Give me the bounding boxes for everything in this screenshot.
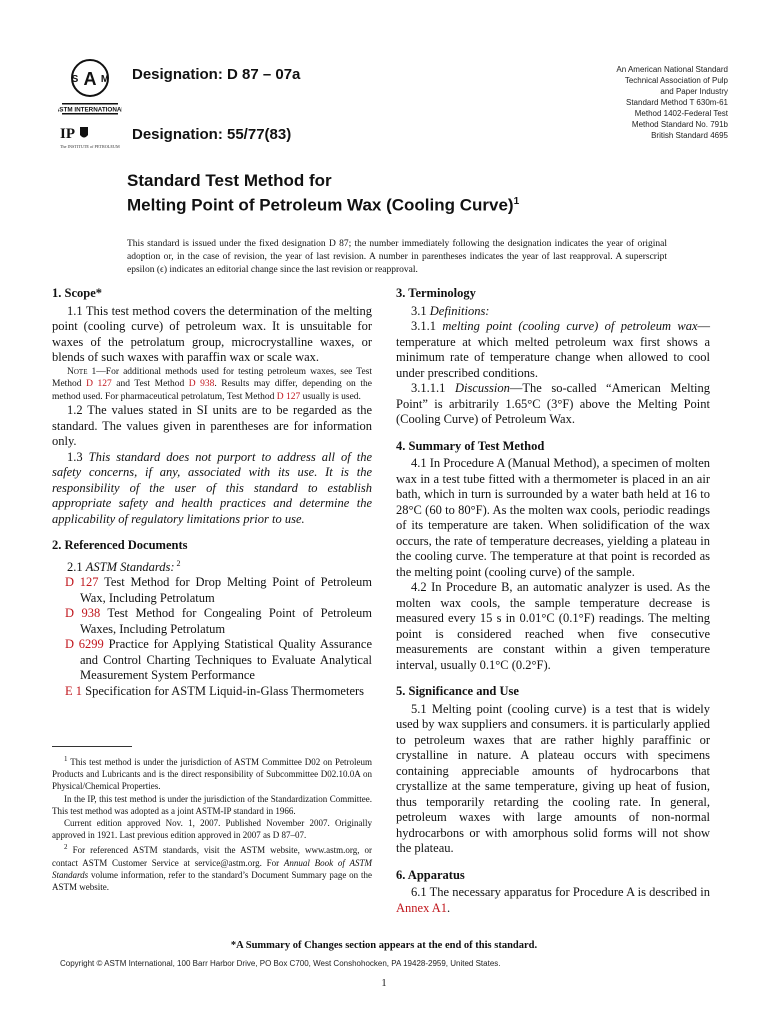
- title-footnote-mark: 1: [513, 196, 520, 207]
- section-heading-apparatus: 6. Apparatus: [396, 867, 465, 882]
- paragraph-1-2: 1.2 The values stated in SI units are to be regarded as the standard. The values given in parentheses are for information only.: [52, 403, 372, 448]
- document-title: [127, 170, 687, 216]
- publisher-line: Technical Association of Pulp: [624, 76, 728, 85]
- paragraph-6-1: 6.1 The necessary apparatus for Procedure A is described in Annex A1.: [396, 885, 710, 915]
- footnote-divider: [52, 746, 132, 747]
- note-1: Note 1—For additional methods used for testing petroleum waxes, see Test Method D 127 and Test Method D 938. Results may differ, depending on the method used. For pharmaceutical petrolatum, Test Method D 127 usually is used.: [52, 366, 372, 402]
- link-d6299[interactable]: D 6299: [65, 637, 104, 652]
- astm-logo: [58, 56, 122, 118]
- page-number: 1: [381, 978, 387, 989]
- right-column: [396, 286, 710, 916]
- title-line-2: Melting Point of Petroleum Wax (Cooling Curve): [127, 195, 514, 215]
- section-heading-significance: 5. Significance and Use: [396, 684, 519, 698]
- paragraph-3-1-1-1: 3.1.1.1 Discussion—The so-called “American Melting Point” is arbitrarily 1.65°C (3°F) above the Melting Point (Cooling Curve) of Petroleum Wax.: [396, 381, 710, 426]
- publisher-line: and Paper Industry: [660, 87, 728, 96]
- reference-item: D 6299 Practice for Applying Statistical Quality Assurance and Control Charting Techniques to Evaluate Analytical Measurement System Performance: [65, 637, 372, 683]
- footnote-2: $^2$ For referenced ASTM standards, visit the ASTM website, www.astm.org, or contact ASTM Customer Service at service@astm.org. For Annual Book of ASTM Standards volume information, refer to the standard’s Document Summary page on the ASTM website.: [52, 843, 373, 893]
- publisher-line: Method 1402-Federal Test: [634, 109, 728, 118]
- paragraph-4-2: 4.2 In Procedure B, an automatic analyzer is used. As the molten wax cools, the sample temperature decrease is measured every 15 s in 0.01°C (0.1°F) readings. The melting point is considered reached when five consecutive measurements are constant within a given temperature interval, usually 0.1°C (0.2°F).: [396, 580, 710, 672]
- ip-logo-text: IP: [60, 126, 75, 142]
- link-d938[interactable]: D 938: [188, 379, 215, 389]
- link-d127[interactable]: D 127: [65, 575, 99, 590]
- section-heading-scope: 1. Scope*: [52, 286, 102, 300]
- reference-item: E 1 Specification for ASTM Liquid-in-Glass Thermometers: [65, 683, 365, 698]
- reference-item: D 127 Test Method for Drop Melting Point of Petroleum Wax, Including Petrolatum: [65, 575, 373, 605]
- issuance-note: This standard is issued under the fixed designation D 87; the number immediately following the designation indicates the year of original adoption or, in the case of revision, the year of last revision. A number in parentheses indicates the year of last reapproval. A superscript epsilon (ϵ) indicates an editorial change since the last revision or reapproval.: [127, 239, 667, 275]
- left-column: [52, 286, 372, 699]
- paragraph-5-1: 5.1 Melting point (cooling curve) is a test that is widely used by wax suppliers and consumers. it is particularly applied to petroleum waxes that are rather highly paraffinic or crystalline in nature. A plateau occurs with specimens containing appreciable amounts of hydrocarbons that crystallize at the same temperature, giving up heat of fusion, thus temporarily retarding the cooling rate. In general, petroleum waxes with large amounts of non-normal hydrocarbons or with amorphous solid forms will not show the plateau.: [396, 701, 710, 855]
- link-d127[interactable]: D 127: [276, 391, 301, 402]
- svg-text:S: S: [71, 74, 79, 85]
- section-heading-referenced-documents: 2. Referenced Documents: [52, 538, 188, 552]
- footnote-1: $^1$ This test method is under the jurisdiction of ASTM Committee D02 on Petroleum Products and Lubricants and is the direct responsibility of Subcommittee D02.10.0A on Physical/Chemical Properties.: [52, 755, 372, 792]
- footnote-1-ip: In the IP, this test method is under the jurisdiction of the Standardization Committee. This test method was adopted as a joint ASTM-IP standard in 1966.: [52, 793, 372, 816]
- footnotes: [52, 753, 372, 893]
- ip-logo: [58, 124, 122, 160]
- publisher-info: [498, 64, 728, 141]
- designation-ip: Designation: 55/77(83): [132, 126, 292, 143]
- link-annex-a1[interactable]: Annex A1: [396, 900, 448, 915]
- link-e1[interactable]: E 1: [65, 683, 83, 698]
- paragraph-1-3: 1.3 This standard does not purport to address all of the safety concerns, if any, associated with its use. It is the responsibility of the user of this standard to establish appropriate safety and health practices and determine the applicability of regulatory limitations prior to use.: [52, 449, 372, 526]
- paragraph-4-1: 4.1 In Procedure A (Manual Method), a specimen of molten wax in a test tube fitted with a thermometer is placed in an air bath, which in turn is surrounded by a water bath held at 16 to 28°C (60 to 80°F). As the molten wax cools, periodic readings of its temperature are taken. When solidification of the wax occurs, the rate of temperature decreases, yielding a plateau in the cooling curve. The temperature at that point is recorded as the melting point (cooling curve) of the sample.: [396, 456, 710, 579]
- note-label: Note: [67, 366, 88, 377]
- section-heading-terminology: 3. Terminology: [396, 286, 476, 300]
- summary-of-changes-note: *A Summary of Changes section appears at the end of this standard.: [230, 940, 538, 951]
- paragraph-1-1: 1.1 This test method covers the determination of the melting point (cooling curve) of petroleum wax. It is unsuitable for waxes of the petrolatum group, microcrystalline waxes, or blends of such waxes with paraffin wax or scale wax.: [52, 303, 372, 364]
- svg-text:M: M: [100, 74, 110, 85]
- section-heading-summary: 4. Summary of Test Method: [396, 438, 545, 453]
- logo-caption: ASTM INTERNATIONAL: [58, 106, 122, 114]
- designation-astm: Designation: D 87 – 07a: [132, 66, 301, 83]
- ip-logo-subtext: The INSTITUTE of PETROLEUM: [60, 144, 120, 149]
- copyright-line: Copyright © ASTM International, 100 Barr Harbor Drive, PO Box C700, West Conshohocken, PA 19428-2959, United States.: [60, 959, 501, 968]
- link-d127[interactable]: D 127: [86, 379, 112, 389]
- svg-text:A: A: [83, 69, 97, 89]
- title-line-1: Standard Test Method for: [127, 171, 332, 190]
- paragraph-2-1: 2.1 ASTM Standards: $^2$: [67, 558, 181, 574]
- paragraph-3-1: 3.1 Definitions:: [411, 303, 490, 318]
- paragraph-3-1-1: 3.1.1 melting point (cooling curve) of petroleum wax—temperature at which melted petroleum wax first shows a minimum rate of temperature change when allowed to cool under prescribed conditions.: [396, 319, 710, 380]
- publisher-line: An American National Standard: [616, 65, 728, 74]
- link-d938[interactable]: D 938: [65, 606, 101, 621]
- reference-item: D 938 Test Method for Congealing Point of Petroleum Waxes, Including Petrolatum: [65, 606, 372, 636]
- footnote-1-edition: Current edition approved Nov. 1, 2007. Published November 2007. Originally approved in 1921. Last previous edition approved in 2007 as D 87–07.: [52, 818, 372, 841]
- publisher-line: Method Standard No. 791b: [631, 120, 728, 129]
- publisher-line: Standard Method T 630m-61: [626, 98, 728, 107]
- publisher-line: British Standard 4695: [651, 131, 728, 140]
